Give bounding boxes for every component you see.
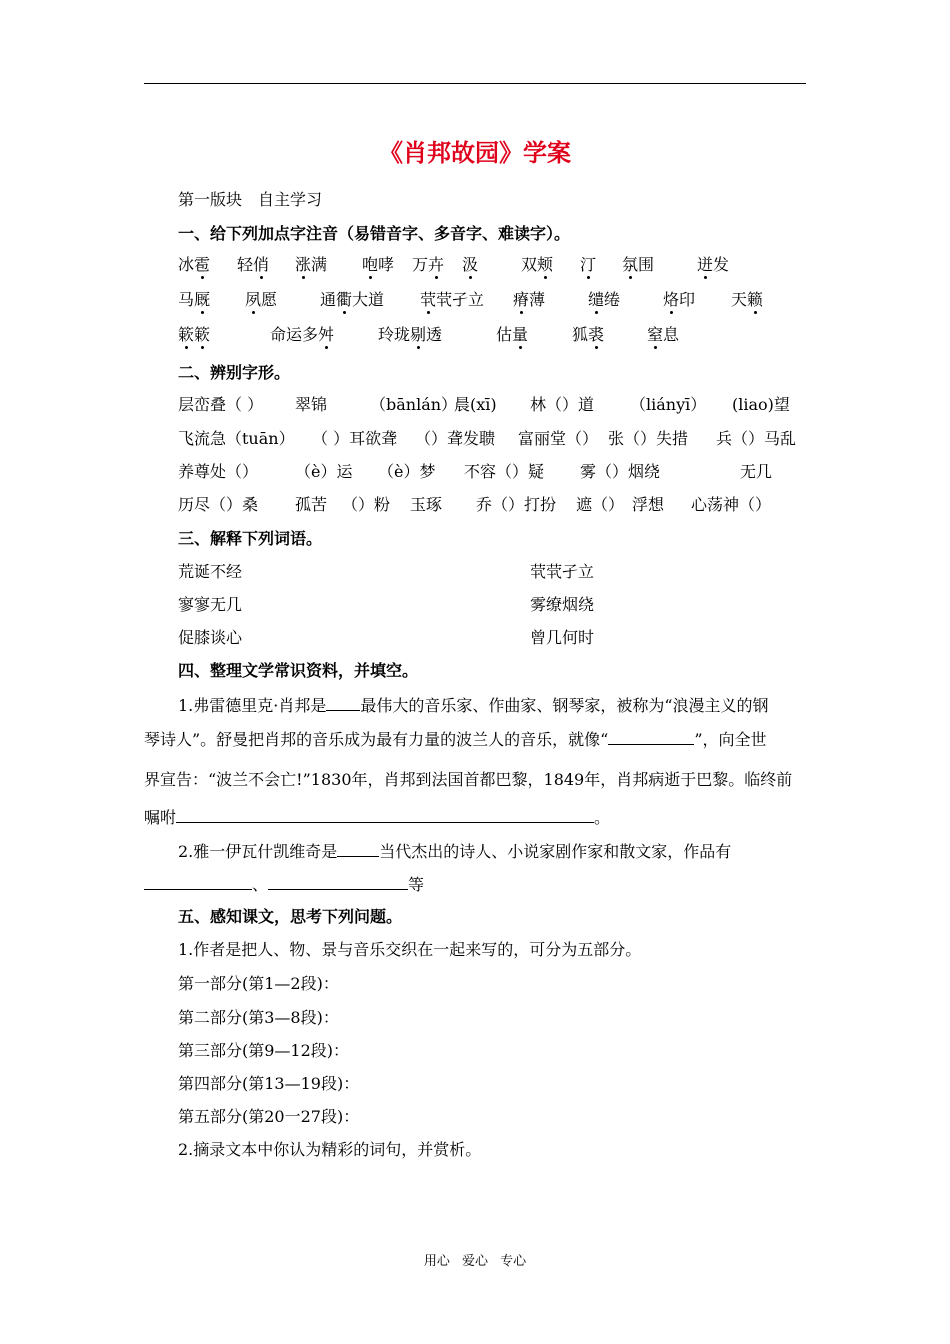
blank-line: [268, 874, 408, 890]
form-item: （è）运: [295, 462, 353, 481]
document-title: 《肖邦故园》学案: [379, 139, 571, 167]
question-line: 第二部分(第3—8段)：: [178, 1008, 339, 1027]
form-item: （ ）耳欲聋: [312, 429, 398, 448]
paragraph-line: [178, 695, 769, 716]
question-line: 第一部分(第1—2段)：: [178, 974, 339, 993]
word-item: 窒息: [647, 325, 680, 344]
term-item: 寥寥无几: [178, 595, 243, 614]
question-line: 1.作者是把人、物、景与音乐交织在一起来写的，可分为五部分。: [178, 940, 642, 959]
form-item: 浮想: [632, 495, 665, 514]
word-item: [580, 255, 596, 275]
form-item: 翠锦: [295, 395, 328, 414]
section-5-heading: 五、感知课文，思考下列问题。: [178, 907, 403, 926]
form-item: 无几: [740, 462, 773, 481]
form-item: 兵（）马乱: [716, 429, 797, 448]
word-item: 万卉: [412, 255, 445, 274]
dotted-char: 雹: [194, 255, 211, 274]
paragraph-text: 。: [594, 808, 611, 827]
paragraph-text: 等: [408, 875, 425, 894]
dotted-char: 汀: [580, 255, 597, 274]
form-item: （bānlán）: [370, 395, 458, 414]
blank-line: [326, 695, 360, 711]
dotted-char: 卉: [428, 255, 445, 274]
word-item: 迸发: [697, 255, 730, 274]
paragraph-line: [144, 807, 610, 828]
footer-text: 爱心: [461, 1254, 488, 1269]
word-item: 缱绻: [588, 290, 621, 309]
word-item: 烙印: [663, 290, 696, 309]
form-item: 林（）道: [530, 395, 595, 414]
paragraph-text: 2.雅一伊瓦什凯维奇是: [178, 842, 338, 861]
word-item: 涨满: [295, 255, 328, 274]
question-line: 第五部分(第20一27段)：: [178, 1107, 360, 1126]
section-2-heading: 二、辨别字形。: [178, 363, 291, 382]
term-item: 茕茕孑立: [530, 562, 595, 581]
dotted-char: 籁: [747, 290, 764, 309]
word-item: [178, 325, 210, 345]
section-4-heading: 四、整理文学常识资料，并填空。: [178, 661, 419, 680]
word-item: 咆哮: [362, 255, 395, 274]
dotted-char: 烙: [663, 290, 680, 309]
dotted-char: 簌: [194, 325, 211, 344]
word-item: 双颊: [521, 255, 554, 274]
dotted-char: 瘠: [513, 290, 530, 309]
paragraph-text: 嘱咐: [144, 808, 177, 827]
word-item: [462, 255, 478, 275]
word-item: 天籁: [731, 290, 764, 309]
word-item: 通衢大道: [320, 290, 385, 309]
word-item: 夙愿: [245, 290, 278, 309]
word-item: 玲珑剔透: [378, 325, 443, 344]
word-item: 马厩: [178, 290, 211, 309]
dotted-char: 缱: [588, 290, 605, 309]
form-item: （）粉: [342, 495, 391, 514]
question-line: 第四部分(第13—19段)：: [178, 1074, 360, 1093]
form-item: 不容（）疑: [464, 462, 545, 481]
dotted-char: 量: [512, 325, 529, 344]
term-item: 曾几何时: [530, 628, 595, 647]
form-item: (liao)望: [732, 395, 790, 414]
paragraph-line: [178, 841, 731, 862]
form-item: 乔（）打扮: [476, 495, 557, 514]
paragraph-text: ”，向全世: [694, 730, 767, 749]
block-label: 第一版块 自主学习: [178, 190, 323, 209]
word-item: 茕茕孑立: [420, 290, 485, 309]
page-footer: [0, 1250, 950, 1269]
dotted-char: 茕: [420, 290, 437, 309]
paragraph-line: 界宣告：“波兰不会亡!”1830年，肖邦到法国首都巴黎，1849年，肖邦病逝于巴黎。临终前: [144, 770, 793, 789]
dotted-char: 衢: [336, 290, 353, 309]
form-item: 历尽（）桑: [178, 495, 259, 514]
form-item: 晨(xī): [454, 395, 497, 414]
paragraph-line: [144, 874, 424, 895]
paragraph-line: [144, 729, 767, 750]
dotted-char: 咆: [362, 255, 379, 274]
paragraph-text: 、: [252, 875, 269, 894]
form-item: 飞流急（tuān）: [178, 429, 295, 448]
paragraph-text: 1.弗雷德里克·肖邦是: [178, 696, 327, 715]
word-item: 冰雹: [178, 255, 211, 274]
form-item: 孤苦: [295, 495, 328, 514]
form-item: 心荡神（）: [691, 495, 772, 514]
form-item: （è）梦: [378, 462, 436, 481]
dotted-char: 涨: [295, 255, 312, 274]
form-item: 层峦叠（ ）: [178, 395, 264, 414]
term-item: 促膝谈心: [178, 628, 243, 647]
form-item: （）聋发聩: [415, 429, 496, 448]
section-3-heading: 三、解释下列词语。: [178, 529, 323, 548]
question-line: 2.摘录文本中你认为精彩的词句，并赏析。: [178, 1140, 482, 1159]
section-1-heading: 一、给下列加点字注音（易错音字、多音字、难读字）。: [178, 224, 571, 243]
dotted-char: 夙: [245, 290, 262, 309]
paragraph-text: 琴诗人”。舒曼把肖邦的音乐成为最有力量的波兰人的音乐，就像“: [144, 730, 609, 749]
dotted-char: 剔: [410, 325, 427, 344]
word-item: 氛围: [622, 255, 655, 274]
word-item: 瘠薄: [513, 290, 546, 309]
dotted-char: 厩: [194, 290, 211, 309]
dotted-char: 俏: [253, 255, 270, 274]
dotted-char: 裘: [588, 325, 605, 344]
term-item: 荒诞不经: [178, 562, 243, 581]
blank-line: [176, 807, 594, 823]
footer-text: 专心: [500, 1254, 527, 1269]
form-item: 遮（）: [576, 495, 625, 514]
paragraph-text: 当代杰出的诗人、小说家剧作家和散文家，作品有: [379, 842, 732, 861]
blank-line: [337, 841, 379, 857]
dotted-char: 迸: [697, 255, 714, 274]
dotted-char: 汲: [462, 255, 479, 274]
paragraph-text: 最伟大的音乐家、作曲家、钢琴家，被称为“浪漫主义的钢: [360, 696, 769, 715]
form-item: 张（）失措: [608, 429, 689, 448]
form-item: 玉琢: [410, 495, 443, 514]
form-item: （liányī）: [630, 395, 707, 414]
word-item: 命运多舛: [270, 325, 335, 344]
blank-line: [608, 729, 694, 745]
term-item: 雾缭烟绕: [530, 595, 595, 614]
header-rule: [144, 83, 806, 84]
form-item: 雾（）烟绕: [580, 462, 661, 481]
form-item: 养尊处（）: [178, 462, 259, 481]
dotted-char: 舛: [318, 325, 335, 344]
form-item: 富丽堂（）: [518, 429, 599, 448]
word-item: 狐裘: [572, 325, 605, 344]
dotted-char: 氛: [622, 255, 639, 274]
footer-text: 用心: [423, 1254, 450, 1269]
dotted-char: 窒: [647, 325, 664, 344]
dotted-char: 簌: [178, 325, 195, 344]
blank-line: [144, 874, 252, 890]
word-item: 估量: [496, 325, 529, 344]
word-item: 轻俏: [237, 255, 270, 274]
dotted-char: 颊: [537, 255, 554, 274]
question-line: 第三部分(第9—12段)：: [178, 1041, 350, 1060]
